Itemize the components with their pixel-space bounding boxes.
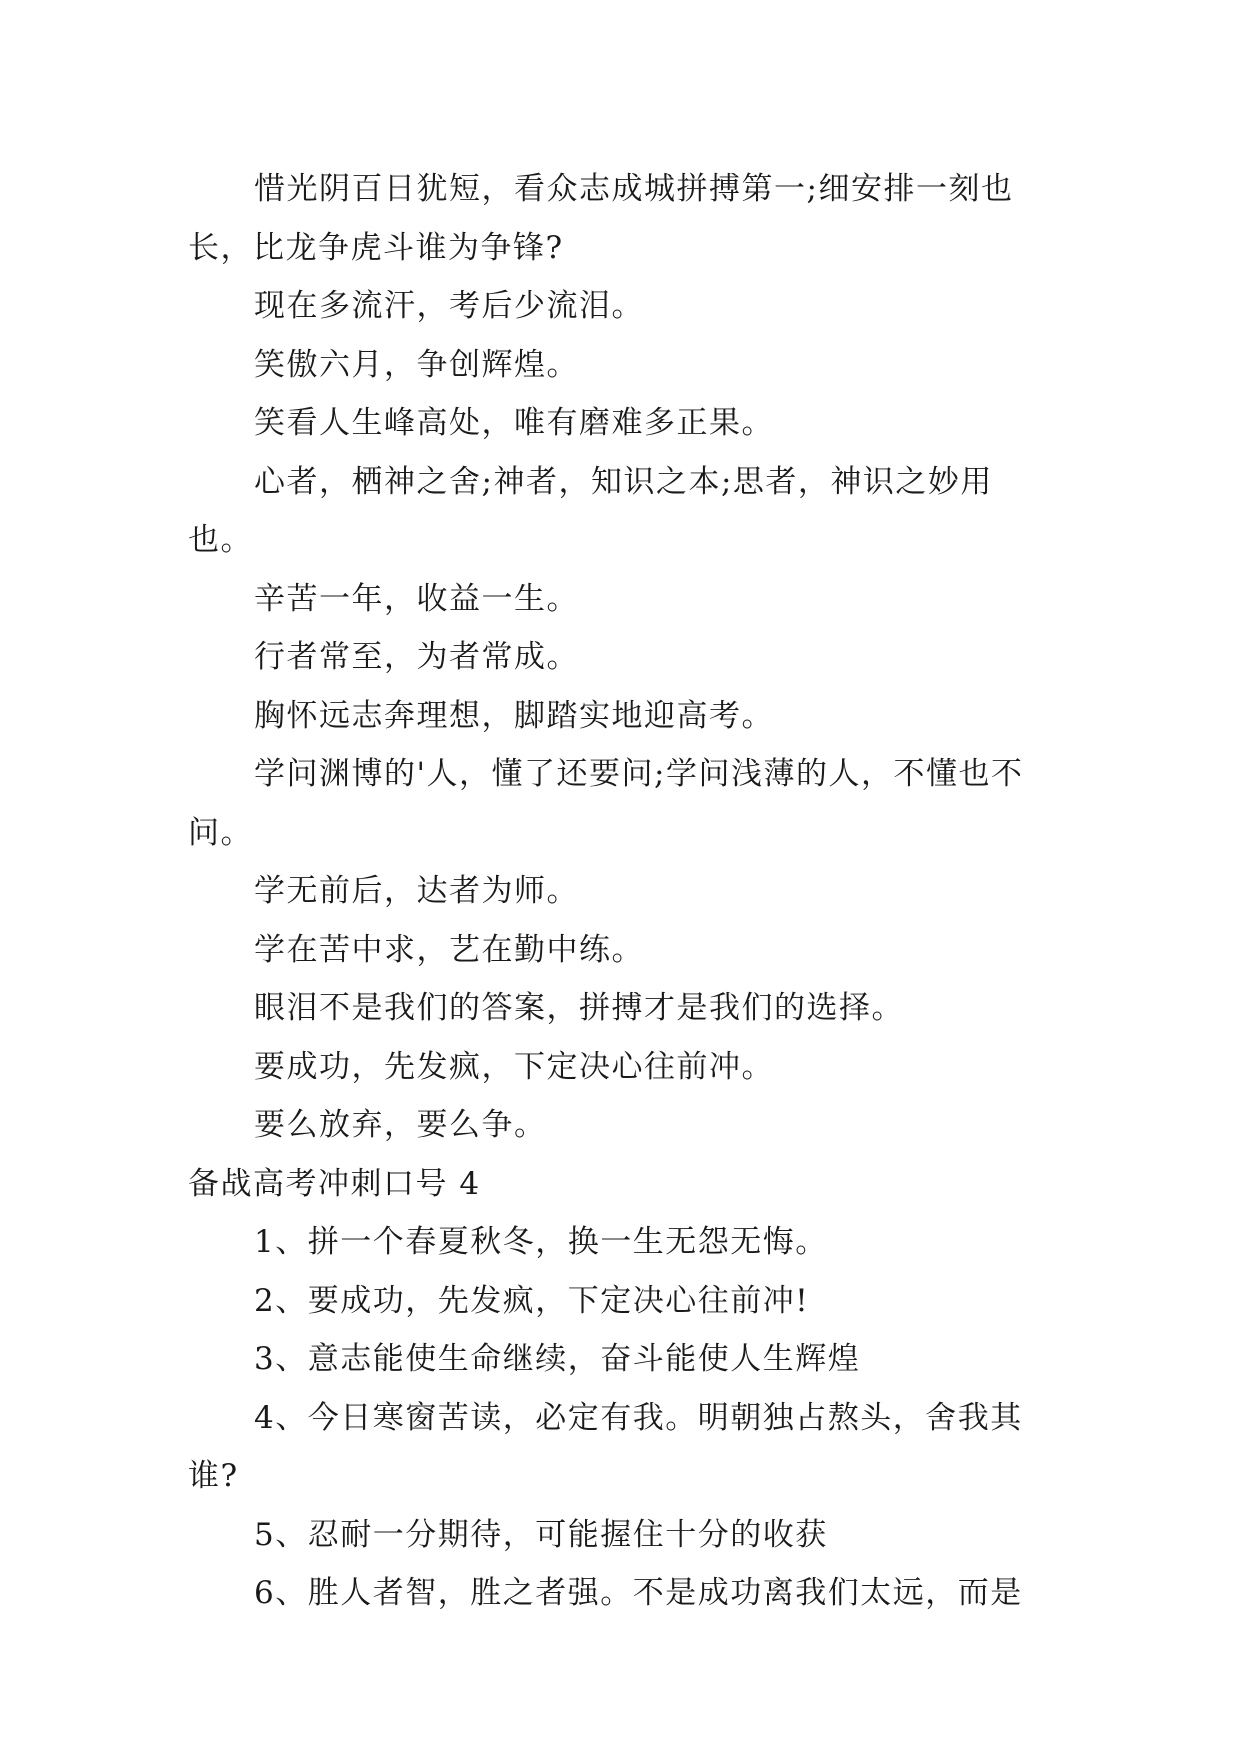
numbered-item: 2、要成功，先发疯，下定决心往前冲!	[254, 1282, 810, 1319]
paragraph: 笑傲六月，争创辉煌。	[254, 346, 579, 383]
paragraph: 胸怀远志奔理想，脚踏实地迎高考。	[254, 697, 774, 734]
paragraph: 惜光阴百日犹短，看众志成城拼搏第一;细安排一刻也长，比龙争虎斗谁为争锋?	[188, 171, 1014, 266]
paragraph: 行者常至，为者常成。	[254, 639, 579, 675]
paragraph: 心者，栖神之舍;神者，知识之本;思者，神识之妙用也。	[188, 463, 993, 558]
numbered-item: 6、胜人者智，胜之者强。不是成功离我们太远，而是	[254, 1575, 1023, 1611]
paragraph: 笑看人生峰高处，唯有磨难多正果。	[254, 405, 774, 441]
numbered-item: 3、意志能使生命继续，奋斗能使人生辉煌	[254, 1341, 861, 1377]
paragraph: 学问渊博的'人，懂了还要问;学问浅薄的人，不懂也不问。	[188, 756, 1024, 851]
paragraph: 学无前后，达者为师。	[254, 873, 579, 909]
paragraph: 辛苦一年，收益一生。	[254, 580, 579, 617]
numbered-item: 1、拼一个春夏秋冬，换一生无怨无悔。	[254, 1224, 828, 1260]
numbered-item: 4、今日寒窗苦读，必定有我。明朝独占熬头，舍我其谁?	[188, 1399, 1023, 1494]
paragraph: 现在多流汗，考后少流泪。	[254, 288, 644, 324]
paragraph: 眼泪不是我们的答案，拼搏才是我们的选择。	[254, 990, 904, 1026]
paragraph: 学在苦中求，艺在勤中练。	[254, 931, 644, 968]
paragraph: 要么放弃，要么争。	[254, 1107, 547, 1143]
paragraph: 要成功，先发疯，下定决心往前冲。	[254, 1048, 774, 1085]
numbered-item: 5、忍耐一分期待，可能握住十分的收获	[254, 1516, 828, 1553]
document-body	[188, 160, 1056, 1623]
section-heading: 备战高考冲刺口号 4	[188, 1165, 481, 1202]
